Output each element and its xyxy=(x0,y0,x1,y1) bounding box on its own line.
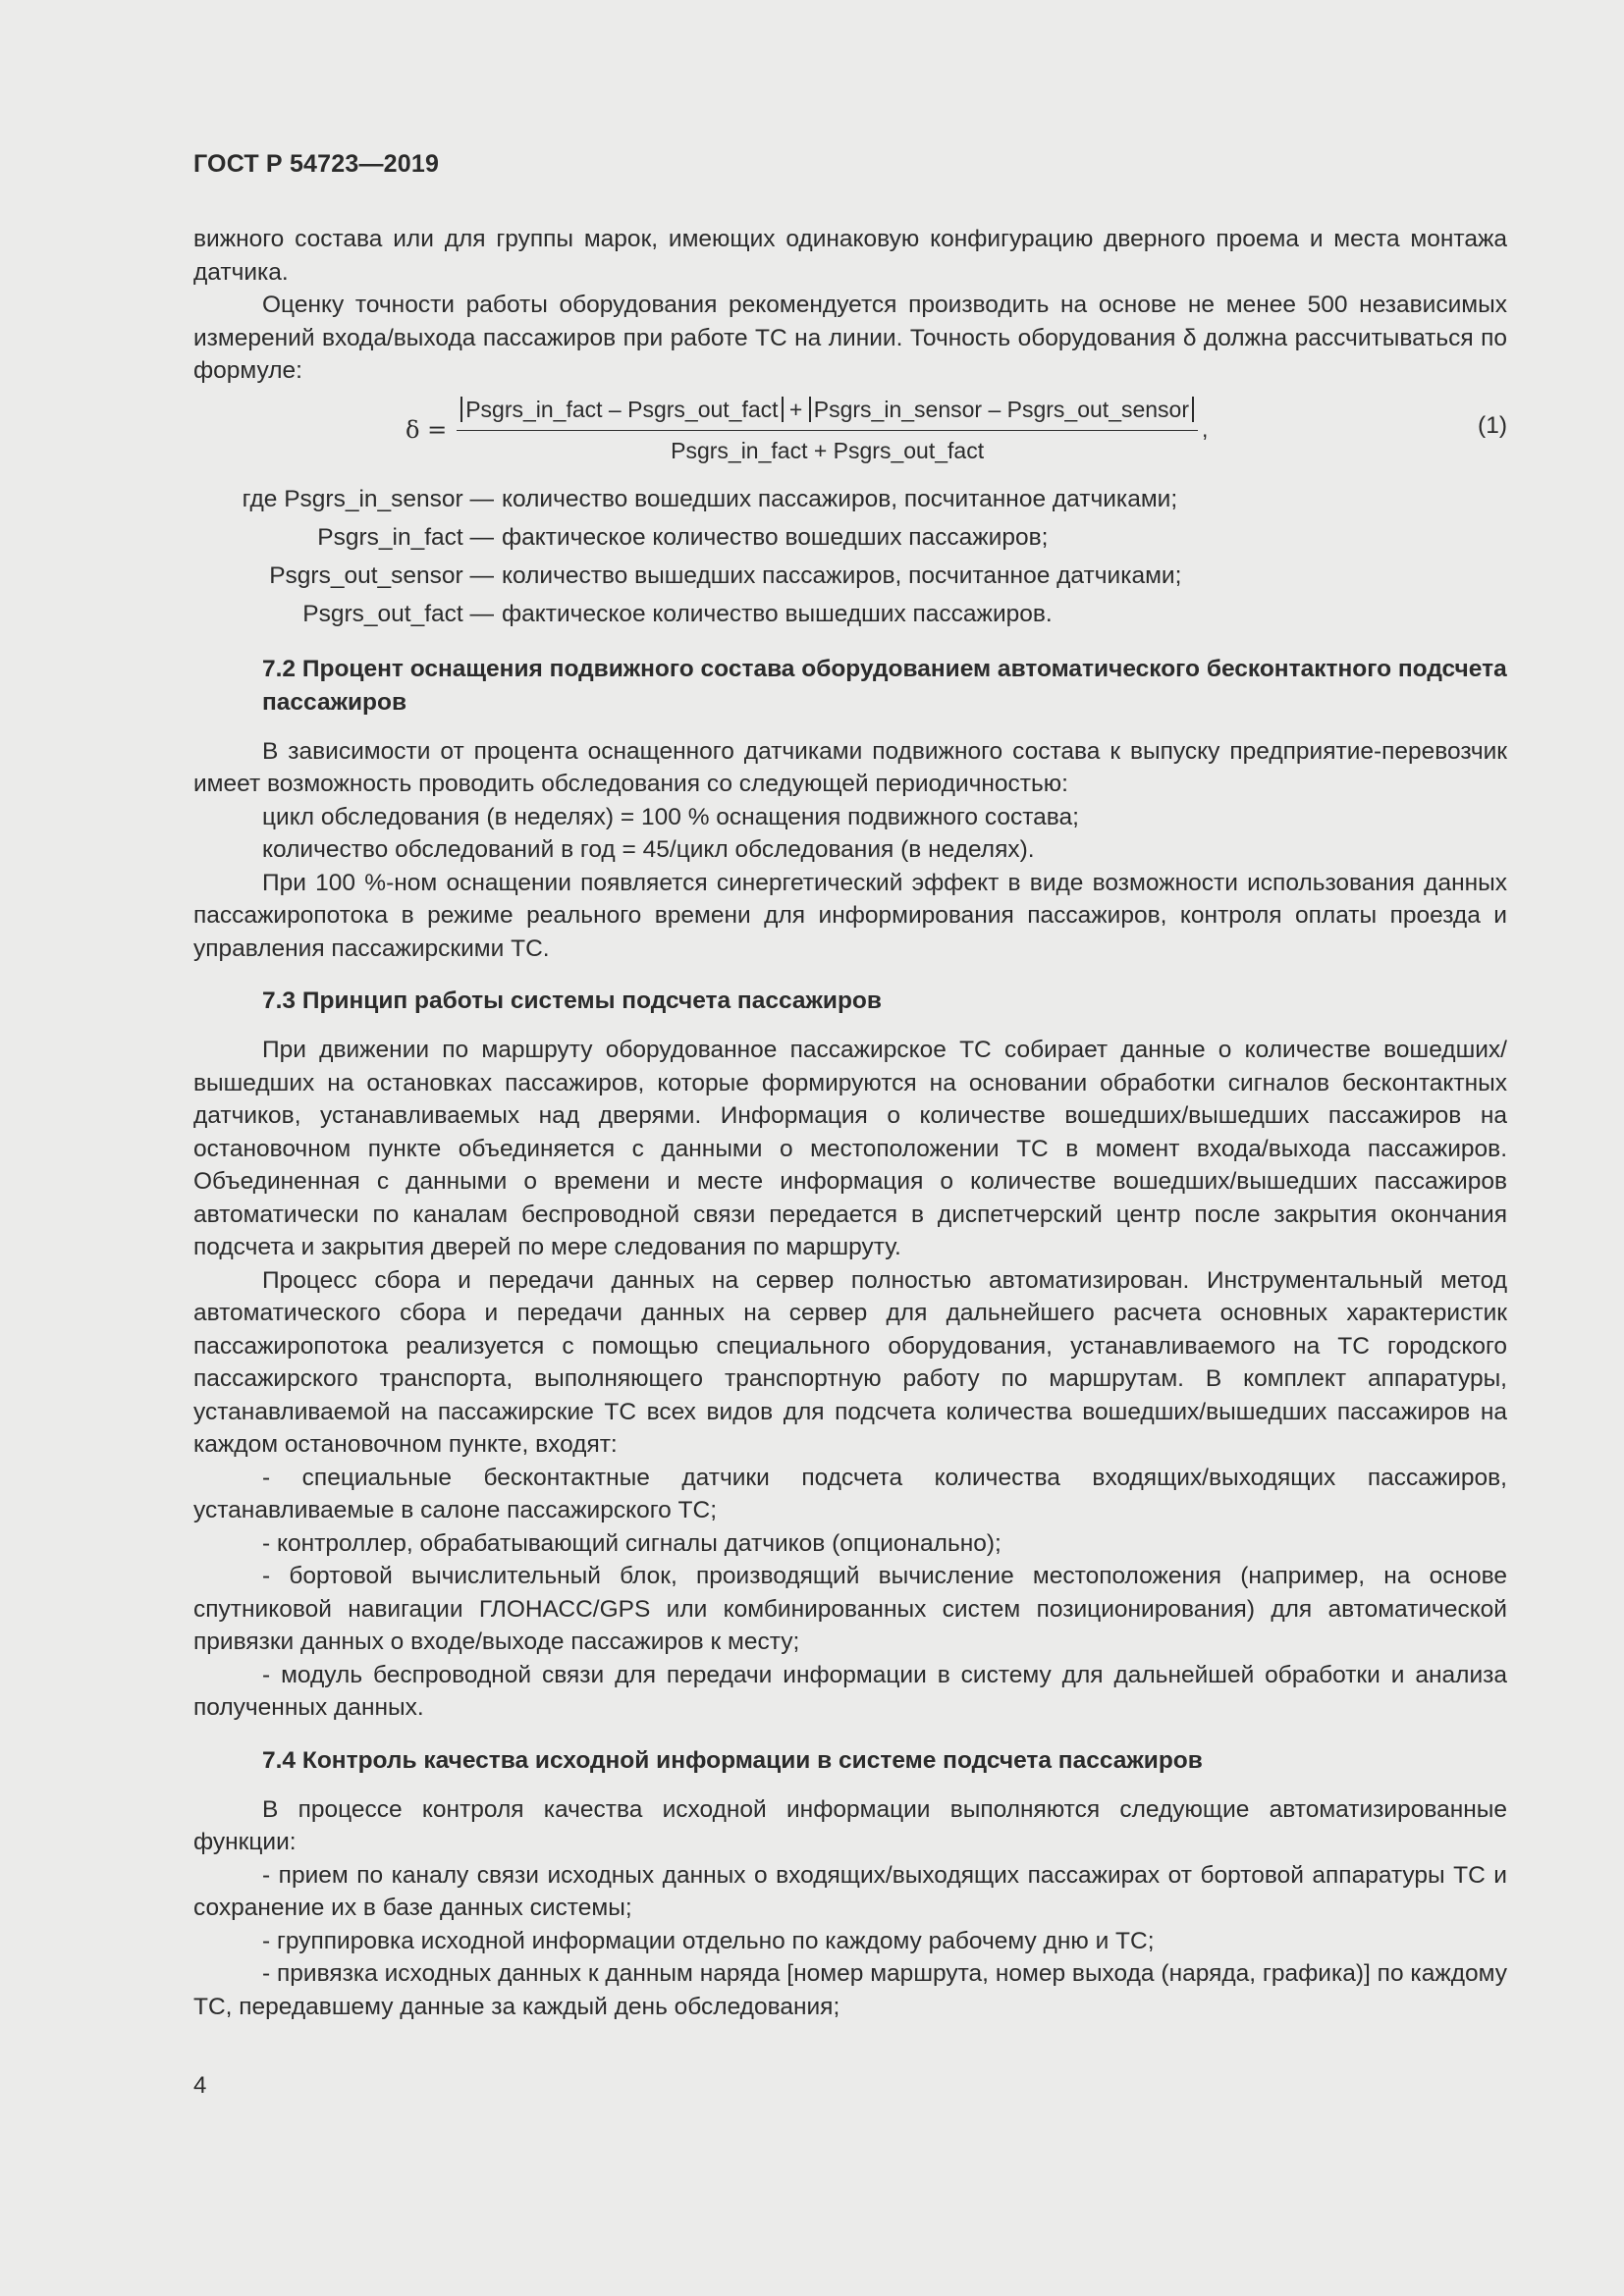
definition-term: Psgrs_in_fact — xyxy=(317,523,494,551)
definition-term: Psgrs_out_sensor — xyxy=(269,561,494,589)
page-body xyxy=(193,223,1507,2023)
formula-block xyxy=(193,388,1507,476)
section-7-4-paragraph: В процессе контроля качества исходной информации выполняются следующие автоматизированные функции: xyxy=(193,1795,1507,1855)
definition-desc: количество вошедших пассажиров, посчитанное датчиками; xyxy=(502,485,1178,512)
definition-desc: количество вышедших пассажиров, посчитанное датчиками; xyxy=(502,561,1182,589)
section-7-2-title: 7.2 Процент оснащения подвижного состава оборудованием автоматического бесконтактного подсчета пассажиров xyxy=(262,655,1507,716)
list-item: - прием по каналу связи исходных данных о входящих/выходящих пассажирах от бортовой аппаратуры ТС и сохранение их в базе данных системы; xyxy=(193,1861,1507,1921)
section-7-2-paragraph: В зависимости от процента оснащенного датчиками подвижного состава к выпуску предприятие-перевозчик имеет возможность проводить обследования со следующей периодичностью: xyxy=(193,737,1507,797)
list-item: - привязка исходных данных к данным наряда [номер маршрута, номер выхода (наряда, графика)] по каждому ТС, передавшему данные за каждый день обследования; xyxy=(193,1960,1507,2020)
formula-comma: , xyxy=(1202,415,1209,442)
section-7-3-paragraph: При движении по маршруту оборудованное пассажирское ТС собирает данные о количестве вошедших/вышедших на остановках пассажиров, которые формируются на основании обработки сигналов бесконтактных датчиков, устанавливаемых над дверями. Информация о количестве вошедших/вышедших пассажиров на остановочном пункте объединяется с данными о местоположении ТС в момент входа/выхода пассажиров. Объединенная с данными о времени и месте информация о количестве вошедших/вышедших пассажиров автоматически по каналам беспроводной связи передается в диспетчерский центр после закрытия окончания подсчета и закрытия дверей по мере следования по маршруту. xyxy=(193,1037,1507,1260)
section-7-4-title: 7.4 Контроль качества исходной информации в системе подсчета пассажиров xyxy=(262,1746,1203,1774)
definition-row xyxy=(193,557,1507,595)
section-7-3-paragraph: Процесс сбора и передачи данных на сервер полностью автоматизирован. Инструментальный метод автоматического сбора и передачи данных на сервер для дальнейшего расчета основных характеристик пассажиропотока реализуется с помощью специального оборудования, устанавливаемого на ТС городского пассажирского транспорта, выполняющего транспортную работу по маршрутам. В комплект аппаратуры, устанавливаемой на пассажирские ТС всех видов для подсчета количества вошедших/вышедших пассажиров на каждом остановочном пункте, входят: xyxy=(193,1266,1507,1458)
section-7-2-paragraph: При 100 %-ном оснащении появляется синергетический эффект в виде возможности использования данных пассажиропотока в режиме реального времени для информирования пассажиров, контроля оплаты проезда и управления пассажирскими ТС. xyxy=(193,869,1507,962)
section-7-2-formula-line: цикл обследования (в неделях) = 100 % оснащения подвижного состава; xyxy=(262,803,1079,830)
list-item: - контроллер, обрабатывающий сигналы датчиков (опционально); xyxy=(262,1529,1001,1557)
definition-term: Psgrs_out_fact — xyxy=(302,600,494,627)
definition-desc: фактическое количество вошедших пассажиров; xyxy=(502,523,1049,551)
definition-term: где Psgrs_in_sensor — xyxy=(242,485,494,512)
section-7-2-formula-line: количество обследований в год = 45/цикл обследования (в неделях). xyxy=(262,836,1035,863)
formula-plus: + xyxy=(788,396,803,422)
definition-row xyxy=(193,595,1507,633)
definition-desc: фактическое количество вышедших пассажиров. xyxy=(502,600,1053,627)
document-code: ГОСТ Р 54723—2019 xyxy=(193,150,440,178)
formula-abs-sensor: Psgrs_in_sensor – Psgrs_out_sensor xyxy=(809,397,1194,422)
formula-denominator: Psgrs_in_fact + Psgrs_out_fact xyxy=(671,438,985,463)
intro-paragraph-2: Оценку точности работы оборудования рекомендуется производить на основе не менее 500 независимых измерений входа/выхода пассажиров при работе ТС на линии. Точность оборудования δ должна рассчитываться по формуле: xyxy=(193,292,1507,384)
formula-numerator xyxy=(457,394,1198,432)
definition-row xyxy=(193,480,1507,518)
page-number: 4 xyxy=(193,2072,207,2099)
formula-lhs: δ = xyxy=(406,415,448,444)
intro-paragraph-1: вижного состава или для группы марок, имеющих одинаковую конфигурацию дверного проема и места монтажа датчика. xyxy=(193,226,1507,286)
accuracy-formula xyxy=(406,394,1208,468)
list-item: - бортовой вычислительный блок, производящий вычисление местоположения (например, на основе спутниковой навигации ГЛОНАСС/GPS или комбинированных систем позиционирования) для автоматической привязки данных о входе/выходе пассажиров к месту; xyxy=(193,1563,1507,1655)
definition-row xyxy=(193,518,1507,557)
definitions-list xyxy=(193,480,1507,633)
list-item: - модуль беспроводной связи для передачи информации в систему для дальнейшей обработки и анализа полученных данных. xyxy=(193,1661,1507,1721)
formula-number: (1) xyxy=(1478,411,1507,439)
list-item: - специальные бесконтактные датчики подсчета количества входящих/выходящих пассажиров, устанавливаемые в салоне пассажирского ТС; xyxy=(193,1464,1507,1523)
list-item: - группировка исходной информации отдельно по каждому рабочему дню и ТС; xyxy=(262,1927,1155,1954)
formula-fraction xyxy=(457,394,1198,468)
formula-abs-fact: Psgrs_in_fact – Psgrs_out_fact xyxy=(460,397,783,422)
section-7-3-title: 7.3 Принцип работы системы подсчета пассажиров xyxy=(262,988,882,1014)
